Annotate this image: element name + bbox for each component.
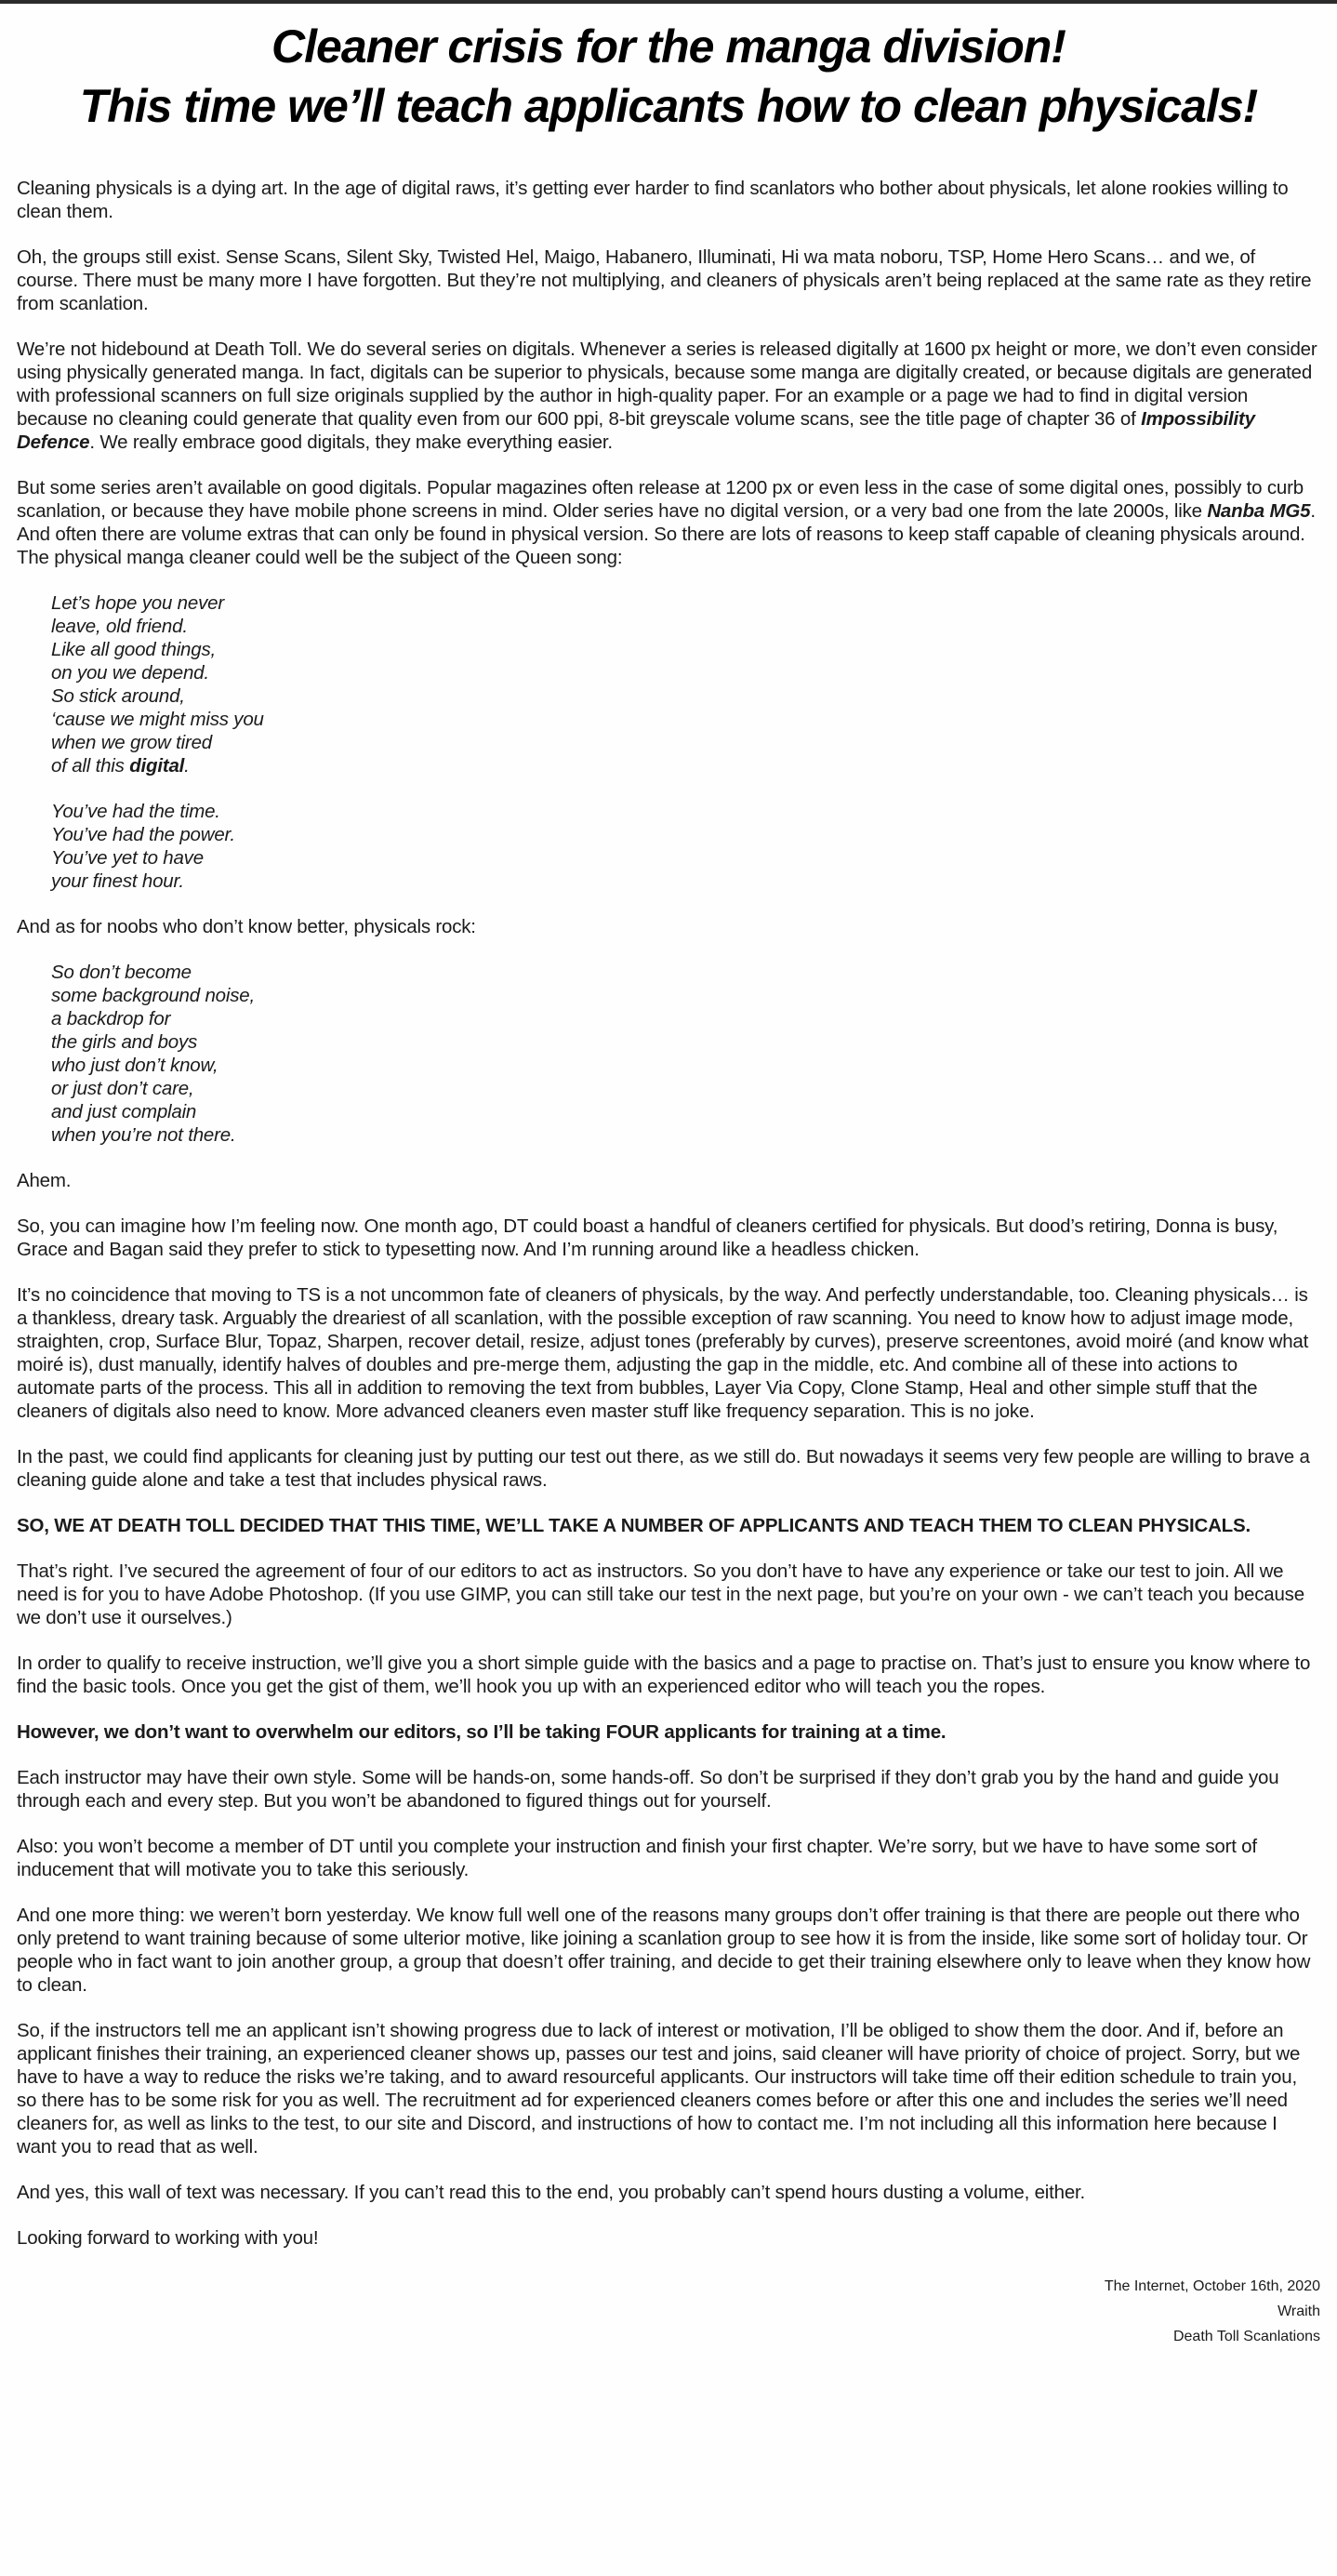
song-quote-line: You’ve yet to have	[51, 847, 204, 869]
song-quote-line: You’ve had the power.	[51, 824, 235, 845]
song-quote-line: Let’s hope you never	[51, 592, 224, 614]
page-title-line-1: Cleaner crisis for the manga division!	[271, 20, 1066, 73]
song-quote-line: and just complain	[51, 1101, 197, 1122]
song-quote	[51, 961, 1320, 1147]
paragraph: In order to qualify to receive instruction, we’ll give you a short simple guide with the basics and a page to practise on. That’s just to ensure you know where to find the basic tools. Once you get the gist of them, we’ll hook you up with an experienced editor who will teach you the ropes.	[17, 1653, 1311, 1697]
song-quote-line: your finest hour.	[51, 870, 184, 892]
song-quote-line: when you’re not there.	[51, 1124, 236, 1146]
page-title	[17, 17, 1320, 136]
signature	[17, 2274, 1320, 2349]
song-quote-line: the girls and boys	[51, 1031, 198, 1053]
paragraph: Cleaning physicals is a dying art. In the age of digital raws, it’s getting ever harder to find scanlators who bother about physicals, let alone rookies willing to clean them.	[17, 178, 1289, 222]
paragraph: In the past, we could find applicants for cleaning just by putting our test out there, as we still do. But nowadays it seems very few people are willing to brave a cleaning guide alone and take a test that includes physical raws.	[17, 1446, 1310, 1491]
paragraph: SO, WE AT DEATH TOLL DECIDED THAT THIS TIME, WE’LL TAKE A NUMBER OF APPLICANTS AND TEACH THEM TO CLEAN PHYSICALS.	[17, 1515, 1251, 1536]
paragraph: Oh, the groups still exist. Sense Scans, Silent Sky, Twisted Hel, Maigo, Habanero, Illuminati, Hi wa mata noboru, TSP, Home Hero Scans… and we, of course. There must be many more I have forgotten. But they’re not multiplying, and cleaners of physicals aren’t being replaced at the same rate as they retire from scanlation.	[17, 246, 1312, 314]
paragraph: So, you can imagine how I’m feeling now. One month ago, DT could boast a handful of cleaners certified for physicals. But dood’s retiring, Donna is busy, Grace and Bagan said they prefer to stick to typesetting now. And I’m running around like a headless chicken.	[17, 1215, 1278, 1260]
song-quote-line: on you we depend.	[51, 662, 209, 684]
song-quote-line: So don’t become	[51, 962, 192, 983]
signature-author: Wraith	[1277, 2304, 1320, 2319]
song-quote-line: who just don’t know,	[51, 1055, 218, 1076]
paragraph: And as for noobs who don’t know better, physicals rock:	[17, 916, 476, 937]
document-content	[0, 17, 1337, 2349]
song-quote-line: a backdrop for	[51, 1008, 171, 1029]
signature-date: The Internet, October 16th, 2020	[1104, 2278, 1320, 2294]
song-quote-line: Like all good things,	[51, 639, 217, 660]
paragraph: Also: you won’t become a member of DT until you complete your instruction and finish your first chapter. We’re sorry, but we have to have some sort of inducement that will motivate you to take this seriously.	[17, 1836, 1257, 1880]
paragraph: And yes, this wall of text was necessary. If you can’t read this to the end, you probably can’t spend hours dusting a volume, either.	[17, 2182, 1086, 2203]
song-quote-line: You’ve had the time.	[51, 801, 220, 822]
paragraph: Ahem.	[17, 1170, 72, 1191]
page-title-line-2: This time we’ll teach applicants how to clean physicals!	[79, 80, 1258, 132]
paragraph: So, if the instructors tell me an applicant isn’t showing progress due to lack of interest or motivation, I’ll be obliged to show them the door. And if, before an applicant finishes their training, an experienced cleaner shows up, passes our test and joins, said cleaner will have priority of choice of project. Sorry, but we have to have a way to reduce the risks we’re taking, and to award resourceful applicants. Our instructors will take time off their edition schedule to train you, so there has to be some risk for you as well. The recruitment ad for experienced cleaners comes before or after this one and includes the series we’ll need cleaners for, as well as links to the test, to our site and Discord, and instructions of how to contact me. I’m not including all this information here because I want you to read that as well.	[17, 2020, 1301, 2158]
song-quote	[51, 800, 1320, 893]
song-quote	[51, 591, 1320, 777]
signature-group: Death Toll Scanlations	[1172, 2329, 1320, 2344]
document-body	[17, 177, 1320, 2250]
paragraph: And one more thing: we weren’t born yesterday. We know full well one of the reasons many groups don’t offer training is that there are people out there who only pretend to want training because of some ulterior motive, like joining a scanlation group to see how it is from the inside, like some sort of holiday tour. Or people who in fact want to join another group, a group that doesn’t offer training, and decide to get their training elsewhere only to leave when they know how to clean.	[17, 1905, 1311, 1996]
song-quote-line: some background noise,	[51, 985, 255, 1006]
song-quote-line: or just don’t care,	[51, 1078, 194, 1099]
paragraph: Each instructor may have their own style. Some will be hands-on, some hands-off. So don’t be surprised if they don’t grab you by the hand and guide you through each and every step. But you won’t be abandoned to figured things out for yourself.	[17, 1767, 1279, 1812]
paragraph: However, we don’t want to overwhelm our editors, so I’ll be taking FOUR applicants for training at a time.	[17, 1721, 946, 1743]
paragraph: It’s no coincidence that moving to TS is a not uncommon fate of cleaners of physicals, by the way. And perfectly understandable, too. Cleaning physicals… is a thankless, dreary task. Arguably the dreariest of all scanlation, with the possible exception of raw scanning. You need to know how to adjust image mode, straighten, crop, Surface Blur, Topaz, Sharpen, recover detail, resize, adjust tones (preferably by curves), preserve screentones, avoid moiré (and know what moiré is), dust manually, identify halves of doubles and pre-merge them, adjusting the gap in the middle, etc. And combine all of these into actions to automate parts of the process. This all in addition to removing the text from bubbles, Layer Via Copy, Clone Stamp, Heal and other simple stuff that the cleaners of digitals also need to know. More advanced cleaners even master stuff like frequency separation. This is no joke.	[17, 1284, 1309, 1422]
song-quote-line: when we grow tired	[51, 732, 213, 753]
paragraph: But some series aren’t available on good digitals. Popular magazines often release at 1200 px or even less in the case of some digital ones, possibly to curb scanlation, or because they have mobile phone screens in mind. Older series have no digital version, or a very bad one from the late 2000s, like Nanba MG5. And often there are volume extras that can only be found in physical version. So there are lots of reasons to keep staff capable of cleaning physicals around. The physical manga cleaner could well be the subject of the Queen song:	[17, 477, 1316, 568]
song-quote-line: of all this digital.	[51, 755, 190, 777]
top-border-bar	[0, 0, 1337, 4]
paragraph: That’s right. I’ve secured the agreement of four of our editors to act as instructors. So you don’t have to have any experience or take our test to join. All we need is for you to have Adobe Photoshop. (If you use GIMP, you can still take our test in the next page, but you’re on your own - we can’t teach you because we don’t use it ourselves.)	[17, 1560, 1304, 1628]
song-quote-line: leave, old friend.	[51, 616, 188, 637]
paragraph: Looking forward to working with you!	[17, 2227, 319, 2249]
paragraph: We’re not hidebound at Death Toll. We do several series on digitals. Whenever a series is released digitally at 1600 px height or more, we don’t even consider using physically generated manga. In fact, digitals can be superior to physicals, because some manga are digitally created, or because digitals are generated with professional scanners on full size originals supplied by the author in high-quality paper. For an example or a page we had to find in digital version because no cleaning could generate that quality even from our 600 ppi, 8-bit greyscale volume scans, see the title page of chapter 36 of Impossibility Defence. We really embrace good digitals, they make everything easier.	[17, 339, 1317, 453]
song-quote-line: ‘cause we might miss you	[51, 709, 264, 730]
song-quote-line: So stick around,	[51, 685, 185, 707]
